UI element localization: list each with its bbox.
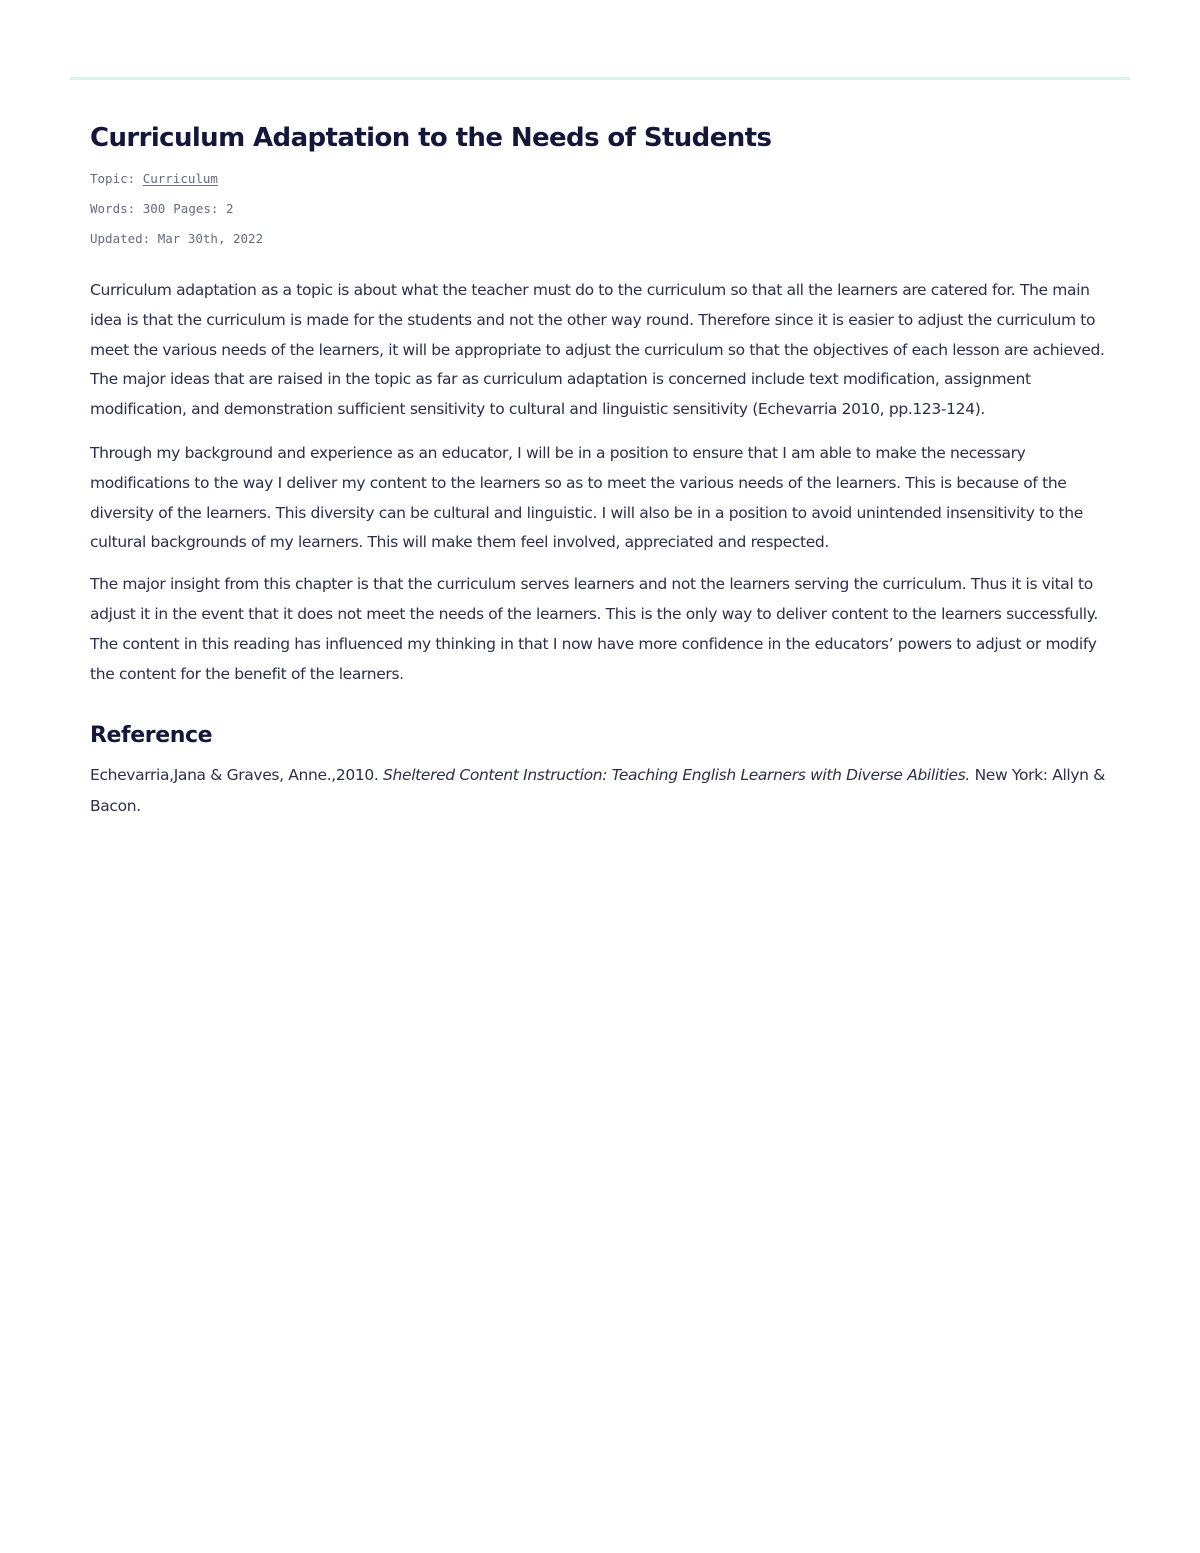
essay-content [90, 120, 1115, 822]
reference-book-title: Sheltered Content Instruction: Teaching English Learners with Diverse Abilities. [383, 766, 970, 785]
words-value: 300 [142, 201, 166, 216]
reference-entry [90, 760, 1115, 822]
topic-label: Topic: [90, 171, 136, 186]
top-divider [70, 77, 1130, 80]
pages-label: Pages: [173, 201, 219, 216]
topic-link[interactable]: Curriculum [142, 171, 218, 186]
reference-publisher: New York: Allyn & Bacon. [90, 766, 1105, 816]
paragraph-2: Through my background and experience as an educator, I will be in a position to ensure that I am able to make the necessary modifications to the way I deliver my content to the learners so as to meet the various needs of the learners. This is because of the diversity of the learners. This diversity can be cultural and linguistic. I will also be in a position to avoid unintended insensitivity to the cultural backgrounds of my learners. This will make them feel involved, appreciated and respected. [90, 443, 1083, 552]
reference-heading: Reference [90, 723, 213, 749]
meta-word-count [90, 201, 1115, 217]
reference-authors: Echevarria,Jana & Graves, Anne.,2010. [90, 766, 379, 785]
paragraph-1: Curriculum adaptation as a topic is about what the teacher must do to the curriculum so that all the learners are catered for. The main idea is that the curriculum is made for the students and not the other way round. Therefore since it is easier to adjust the curriculum to meet the various needs of the learners, it will be appropriate to adjust the curriculum so that the objectives of each lesson are achieved. The major ideas that are raised in the topic as far as curriculum adaptation is concerned include text modification, assignment modification, and demonstration sufficient sensitivity to cultural and linguistic sensitivity (Echevarria 2010, pp.123-124). [90, 281, 1105, 419]
meta-topic [90, 171, 1115, 187]
pages-value: 2 [225, 201, 234, 216]
meta-updated [90, 231, 1115, 247]
paragraph-3: The major insight from this chapter is that the curriculum serves learners and not the learners serving the curriculum. Thus it is vital to adjust it in the event that it does not meet the needs of the learners. This is the only way to deliver content to the learners successfully. The content in this reading has influenced my thinking in that I now have more confidence in the educators’ powers to adjust or modify the content for the benefit of the learners. [90, 575, 1098, 683]
words-label: Words: [90, 201, 136, 216]
updated-value: Mar 30th, 2022 [157, 231, 264, 246]
page-title: Curriculum Adaptation to the Needs of Students [90, 123, 772, 153]
updated-label: Updated: [90, 231, 151, 246]
